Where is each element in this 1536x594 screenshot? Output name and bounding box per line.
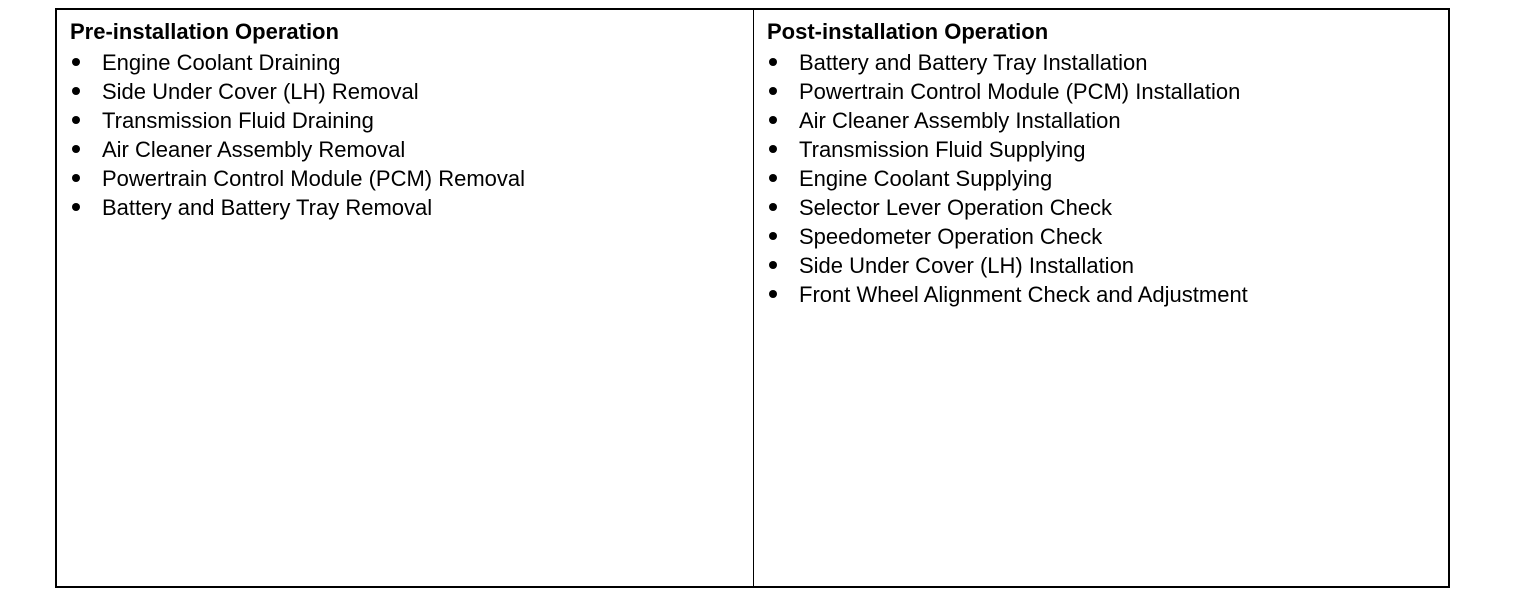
list-item xyxy=(70,51,525,80)
list-item xyxy=(70,167,525,196)
list-item-label: Powertrain Control Module (PCM) Installation xyxy=(799,79,1241,104)
post-installation-heading: Post-installation Operation xyxy=(767,19,1049,44)
list-item xyxy=(767,254,1248,283)
post-installation-list xyxy=(767,51,1248,312)
list-item xyxy=(70,196,525,225)
pre-installation-list xyxy=(70,51,525,225)
bullet-icon xyxy=(769,145,777,153)
list-item xyxy=(767,80,1248,109)
list-item-label: Battery and Battery Tray Removal xyxy=(102,195,433,220)
bullet-icon xyxy=(769,203,777,211)
list-item-label: Engine Coolant Supplying xyxy=(799,166,1053,191)
list-item xyxy=(767,283,1248,312)
bullet-icon xyxy=(72,116,80,124)
bullet-icon xyxy=(769,290,777,298)
list-item-label: Side Under Cover (LH) Installation xyxy=(799,253,1135,278)
bullet-icon xyxy=(769,87,777,95)
list-item xyxy=(767,138,1248,167)
list-item xyxy=(767,167,1248,196)
list-item-label: Side Under Cover (LH) Removal xyxy=(102,79,419,104)
pre-installation-column xyxy=(57,10,754,586)
bullet-icon xyxy=(72,203,80,211)
bullet-icon xyxy=(72,145,80,153)
bullet-icon xyxy=(769,174,777,182)
list-item xyxy=(70,80,525,109)
bullet-icon xyxy=(72,174,80,182)
bullet-icon xyxy=(769,232,777,240)
list-item-label: Transmission Fluid Draining xyxy=(102,108,374,133)
bullet-icon xyxy=(769,116,777,124)
list-item-label: Air Cleaner Assembly Installation xyxy=(799,108,1121,133)
list-item-label: Speedometer Operation Check xyxy=(799,224,1103,249)
list-item-label: Selector Lever Operation Check xyxy=(799,195,1113,220)
list-item-label: Front Wheel Alignment Check and Adjustment xyxy=(799,282,1248,307)
bullet-icon xyxy=(769,261,777,269)
list-item xyxy=(767,109,1248,138)
list-item xyxy=(767,225,1248,254)
bullet-icon xyxy=(769,58,777,66)
list-item xyxy=(70,109,525,138)
list-item xyxy=(767,196,1248,225)
list-item xyxy=(70,138,525,167)
list-item-label: Powertrain Control Module (PCM) Removal xyxy=(102,166,526,191)
bullet-icon xyxy=(72,87,80,95)
post-installation-column xyxy=(754,10,1448,586)
operations-table xyxy=(55,8,1450,588)
list-item-label: Air Cleaner Assembly Removal xyxy=(102,137,406,162)
bullet-icon xyxy=(72,58,80,66)
list-item-label: Battery and Battery Tray Installation xyxy=(799,50,1148,75)
list-item-label: Transmission Fluid Supplying xyxy=(799,137,1086,162)
list-item-label: Engine Coolant Draining xyxy=(102,50,341,75)
pre-installation-heading: Pre-installation Operation xyxy=(70,19,339,44)
list-item xyxy=(767,51,1248,80)
